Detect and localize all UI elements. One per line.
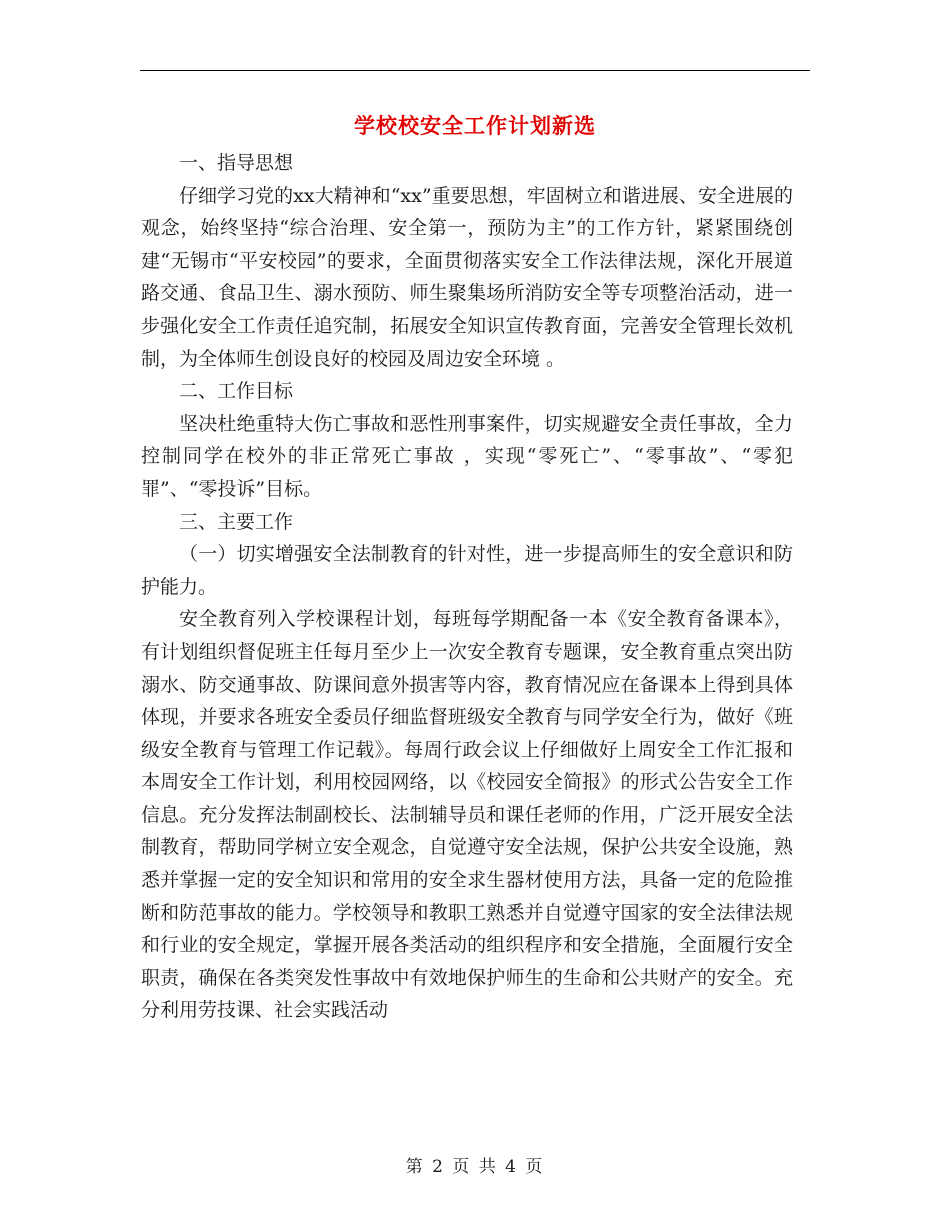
paragraph-guiding-ideology: 仔细学习党的xx大精神和“xx”重要思想，牢固树立和谐进展、安全进展的观念，始终坚持“综合治理、安全第一，预防为主”的工作方针，紧紧围绕创建“无锡市“平安校园”的要求，全面贯彻落实安全工作法律法规，深化开展道路交通、食品卫生、溺水预防、师生聚集场所消防安全等专项整治活动，进一步强化安全工作责任追究制，拓展安全知识宣传教育面，完善安全管理长效机制，为全体师生创设良好的校园及周边安全环境 。 [141, 184, 793, 370]
page-number-footer: 第 2 页 共 4 页 [405, 1157, 545, 1177]
paragraph-main-work-subheading: （一）切实增强安全法制教育的针对性，进一步提高师生的安全意识和防护能力。 [141, 543, 793, 598]
paragraph-main-work-body: 安全教育列入学校课程计划，每班每学期配备一本《安全教育备课本》，有计划组织督促班主任每月至少上一次安全教育专题课，安全教育重点突出防溺水、防交通事故、防课间意外损害等内容，教育情况应在备课本上得到具体体现，并要求各班安全委员仔细监督班级安全教育与同学安全行为，做好《班级安全教育与管理工作记载》。每周行政会议上仔细做好上周安全工作汇报和本周安全工作计划，利用校园网络，以《校园安全简报》的形式公告安全工作信息。充分发挥法制副校长、法制辅导员和课任老师的作用，广泛开展安全法制教育，帮助同学树立安全观念，自觉遵守安全法规，保护公共安全设施，熟悉并掌握一定的安全知识和常用的安全求生器材使用方法，具备一定的危险推断和防范事故的能力。学校领导和教职工熟悉并自觉遵守国家的安全法律法规和行业的安全规定，掌握开展各类活动的组织程序和安全措施，全面履行安全职责，确保在各类突发性事故中有效地保护师生的生命和公共财产的安全。充分利用劳技课、社会实践活动 [141, 608, 793, 1022]
section-heading-main-work: 三、主要工作 [179, 510, 294, 533]
paragraph-work-goals: 坚决杜绝重特大伤亡事故和恶性刑事案件，切实规避安全责任事故，全力控制同学在校外的非正常死亡事故 ，实现“零死亡”、“零事故”、“零犯罪”、“零投诉”目标。 [141, 412, 793, 500]
document-title: 学校校安全工作计划新选 [354, 114, 596, 138]
section-heading-work-goals: 二、工作目标 [179, 380, 294, 403]
document-body [141, 147, 793, 1027]
section-heading-guiding-ideology: 一、指导思想 [179, 152, 294, 174]
header-rule [140, 70, 810, 71]
